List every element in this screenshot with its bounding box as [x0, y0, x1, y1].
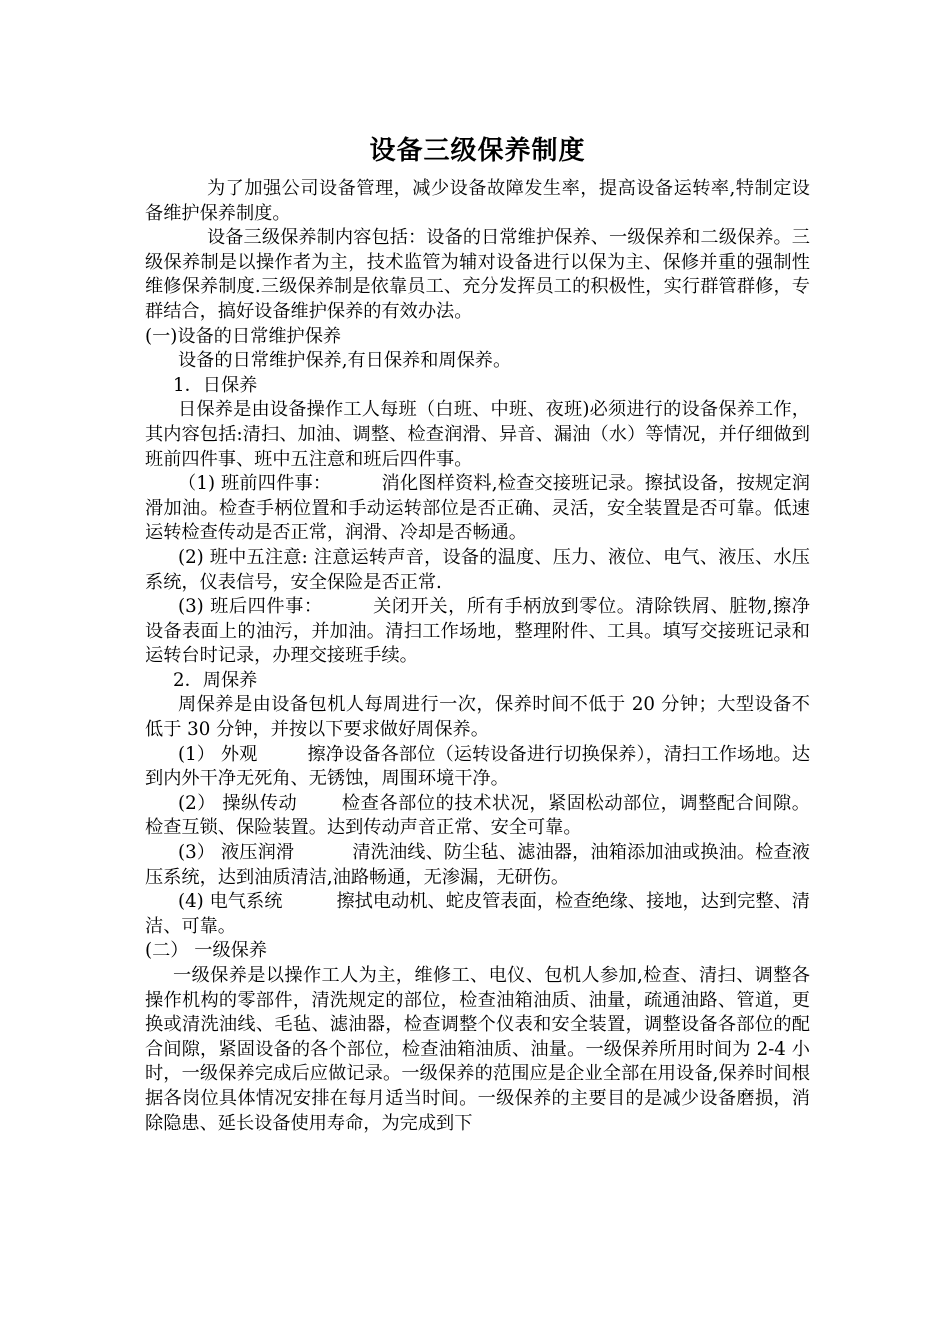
hydraulic-label: (3） 液压润滑 — [178, 842, 295, 864]
pre-shift-item — [145, 472, 810, 546]
subheading-weekly: 2．周保养 — [173, 669, 258, 691]
weekly-item-hydraulic — [145, 841, 810, 890]
transmission-label: (2） 操纵传动 — [178, 792, 298, 814]
subheading-daily: 1．日保养 — [173, 374, 258, 396]
section-heading-daily-maintenance: (一)设备的日常维护保养 — [145, 325, 342, 347]
document-title: 设备三级保养制度 — [369, 136, 586, 166]
first-level-paragraph: 一级保养是以操作工人为主，维修工、电仪、包机人参加,检查、清扫、调整各操作机构的零部件，清洗规定的部位，检查油箱油质、油量，疏通油路、管道，更换或清洗油线、毛毡、滤油器，检查调整个仪表和安全装置，调整设备各部位的配合间隙，紧固设备的各个部位，检查油箱油质、油量。一级保养所用时间为 2-4 小时，一级保养完成后应做记录。一级保养的范围应是企业全部在用设备,保养时间根据各岗位具体情况安排在每月适当时间。一级保养的主要目的是减少设备磨损，消除隐患、延长设备使用寿命，为完成到下 — [145, 965, 810, 1134]
post-shift-label: (3) 班后四件事： — [178, 596, 323, 618]
weekly-item-appearance — [145, 743, 810, 792]
weekly-item-transmission — [145, 792, 810, 841]
pre-shift-label: （1) 班前四件事： — [178, 473, 332, 495]
pre-shift-text: 消化图样资料,检查交接班记录。擦拭设备，按规定润滑加油。检查手柄位置和手动运转部位是否正确、灵活，安全装置是否可靠。低速运转检查传动是否正常，润滑、冷却是否畅通。 — [145, 473, 810, 544]
mid-shift-item: (2) 班中五注意: 注意运转声音，设备的温度、压力、液位、电气、液压、水压系统，仪表信号，安全保险是否正常. — [145, 546, 810, 593]
weekly-paragraph: 周保养是由设备包机人每周进行一次，保养时间不低于 20 分钟；大型设备不低于 30 分钟，并按以下要求做好周保养。 — [145, 694, 810, 741]
hydraulic-text: 清洗油线、防尘毡、滤油器，油箱添加油或换油。检查液压系统，达到油质清洁,油路畅通，无渗漏，无研伤。 — [145, 842, 810, 888]
daily-paragraph: 日保养是由设备操作工人每班（白班、中班、夜班)必须进行的设备保养工作，其内容包括:清扫、加油、调整、检查润滑、异音、漏油（水）等情况，并仔细做到班前四件事、班中五注意和班后四件事。 — [145, 399, 810, 470]
electrical-text: 擦拭电动机、蛇皮管表面，检查绝缘、接地，达到完整、清洁、可靠。 — [145, 891, 810, 937]
appearance-label: (1） 外观 — [178, 743, 258, 765]
intro-paragraph: 为了加强公司设备管理，减少设备故障发生率，提高设备运转率,特制定设备维护保养制度。 — [145, 178, 810, 224]
transmission-text: 检查各部位的技术状况，紧固松动部位，调整配合间隙。检查互锁、保险装置。达到传动声音正常、安全可靠。 — [145, 792, 810, 839]
post-shift-item — [145, 595, 810, 669]
appearance-text: 擦净设备各部位（运转设备进行切换保养），清扫工作场地。达到内外干净无死角、无锈蚀，周围环境干净。 — [145, 743, 811, 790]
electrical-label: (4) 电气系统 — [178, 891, 283, 913]
document-body — [145, 133, 810, 1136]
scope-paragraph: 设备三级保养制内容包括：设备的日常维护保养、一级保养和二级保养。三级保养制是以操作者为主，技术监管为辅对设备进行以保为主、保修并重的强制性维修保养制度.三级保养制是依靠员工、充分发挥员工的积极性，实行群管群修，专群结合，搞好设备维护保养的有效办法。 — [145, 227, 810, 322]
post-shift-text: 关闭开关，所有手柄放到零位。清除铁屑、脏物,擦净设备表面上的油污，并加油。清扫工作场地，整理附件、工具。填写交接班记录和运转台时记录，办理交接班手续。 — [145, 596, 810, 667]
daily-maintenance-intro: 设备的日常维护保养,有日保养和周保养。 — [178, 350, 512, 372]
section-heading-first-level: (二） 一级保养 — [145, 940, 268, 962]
weekly-item-electrical — [145, 890, 810, 939]
